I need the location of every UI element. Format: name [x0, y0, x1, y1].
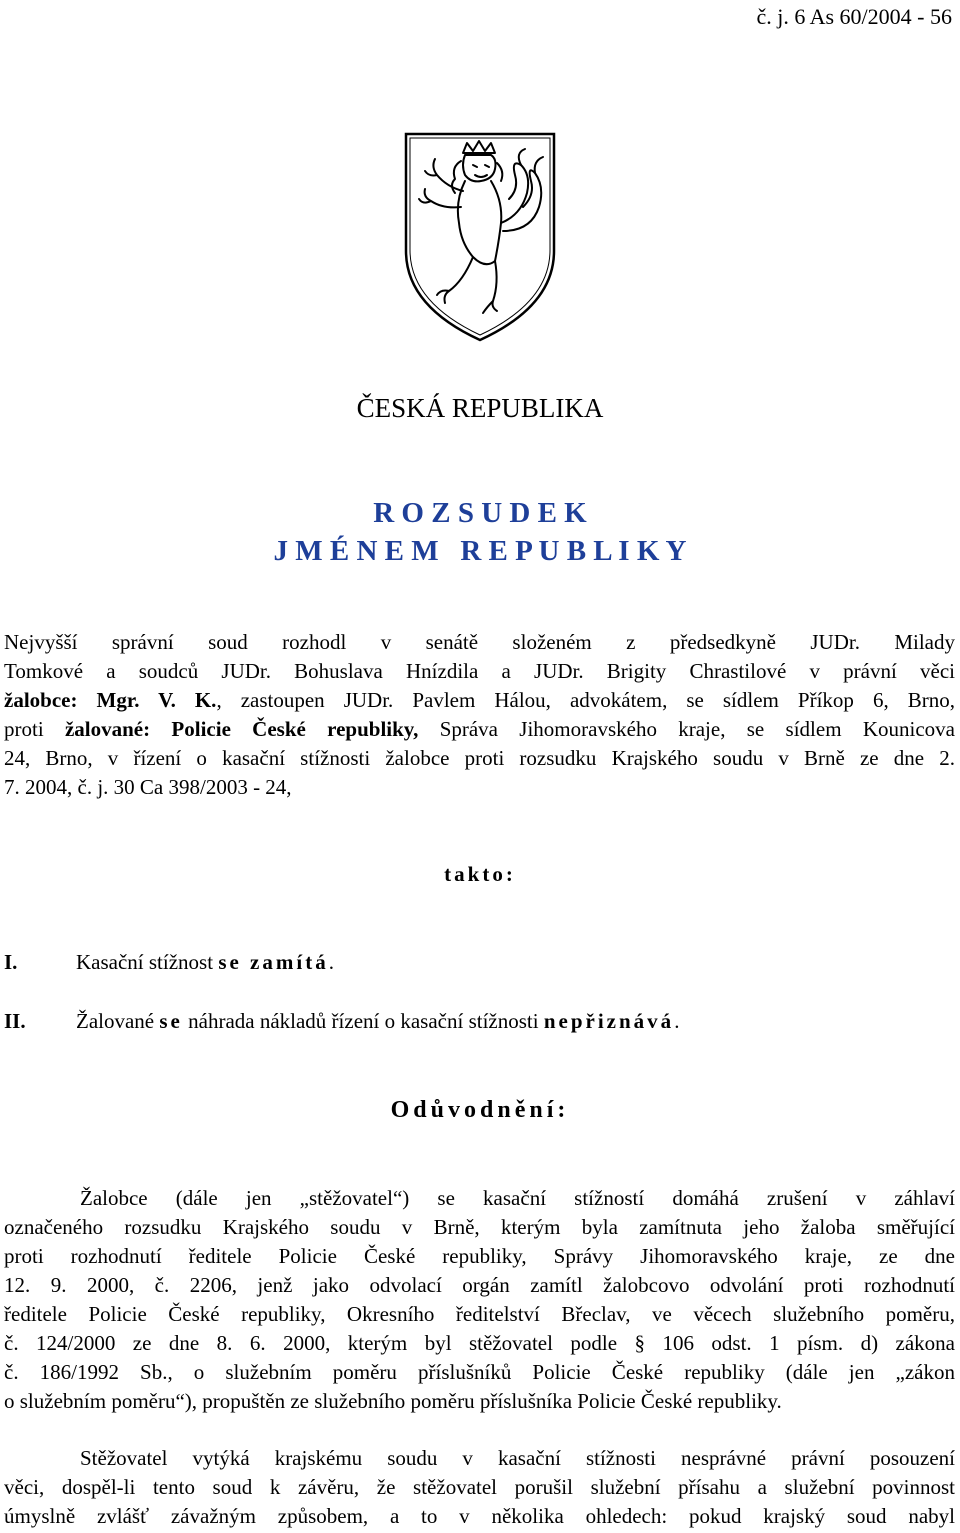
p2-line-2: věci, dospěl-li tento soud k závěru, že stěžovatel porušil služební přísahu a služební povinnost: [4, 1475, 955, 1499]
defendant-rest: Správa Jihomoravského kraje, se sídlem Kounicova: [418, 717, 955, 741]
verdict-end: .: [674, 1009, 680, 1033]
judgment-title: R O Z S U D E K: [373, 497, 587, 529]
intro-line-1: Nejvyšší správní soud rozhodl v senátě složeném z předsedkyně JUDr. Milady: [4, 630, 955, 654]
intro-line-2: Tomkové a soudců JUDr. Bohuslava Hnízdila a JUDr. Brigity Chrastilové v právní věci: [4, 659, 955, 683]
p1-line-8: o služebním poměru“), propuštěn ze služebního poměru příslušníka Policie České republiky.: [4, 1389, 782, 1413]
p1-line-5: ředitele Policie České republiky, Okresního ředitelství Břeclav, ve věcech služebního poměru,: [4, 1302, 955, 1326]
p1-line-3: proti rozhodnutí ředitele Policie České republiky, Správy Jihomoravského kraje, ze dne: [4, 1244, 955, 1268]
intro-line-6: 7. 2004, č. j. 30 Ca 398/2003 - 24,: [4, 775, 292, 799]
plaintiff-label: žalobce: Mgr. V. K.: [4, 688, 217, 712]
verdict-item-2: [4, 1007, 679, 1036]
intro-line-5: 24, Brno, v řízení o kasační stížnosti žalobce proti rozsudku Krajského soudu v Brně ze dne 2.: [4, 746, 955, 770]
defendant-label: žalované: Policie České republiky,: [64, 717, 419, 741]
p2-line-1: Stěžovatel vytýká krajskému soudu v kasační stížnosti nesprávné právní posouzení: [80, 1446, 955, 1470]
verdict-emphasis: se zamítá: [218, 950, 329, 974]
verdict-emphasis: se: [159, 1009, 183, 1033]
reasoning-heading: Odůvodnění:: [390, 1097, 570, 1123]
intro-line-4: [4, 715, 955, 744]
case-number: č. j. 6 As 60/2004 - 56: [756, 4, 952, 29]
p2-line-3: úmyslně zvlášť závažným způsobem, a to v několika ohledech: pokud krajský soud nabyl: [4, 1504, 955, 1528]
verdict-text-mid: náhrada nákladů řízení o kasační stížnosti: [182, 1009, 544, 1033]
verdict-heading: takto:: [444, 862, 516, 886]
intro-line-3: [4, 686, 955, 715]
p1-line-1: Žalobce (dále jen „stěžovatel“) se kasační stížností domáhá zrušení v záhlaví: [80, 1186, 955, 1210]
verdict-text: Žalované: [76, 1009, 160, 1033]
verdict-end: .: [328, 950, 334, 974]
verdict-text: Kasační stížnost: [76, 950, 219, 974]
defendant-pre: proti: [4, 717, 65, 741]
p1-line-4: 12. 9. 2000, č. 2206, jenž jako odvolací orgán zamítl žalobcovo odvolání proti rozhodnutí: [4, 1273, 955, 1297]
plaintiff-rest: , zastoupen JUDr. Pavlem Hálou, advokátem, se sídlem Příkop 6, Brno,: [216, 688, 955, 712]
p1-line-7: č. 186/1992 Sb., o služebním poměru příslušníků Policie České republiky (dále jen „zákon: [4, 1360, 955, 1384]
p1-line-6: č. 124/2000 ze dne 8. 6. 2000, kterým byl stěžovatel podle § 106 odst. 1 písm. d) zákona: [4, 1331, 955, 1355]
judgment-subtitle: J M É N E M R E P U B L I K Y: [273, 535, 687, 567]
state-name: ČESKÁ REPUBLIKA: [356, 393, 604, 423]
verdict-item-1: [4, 948, 334, 977]
verdict-number: I.: [4, 950, 18, 974]
p1-line-2: označeného rozsudku Krajského soudu v Brně, kterým byla zamítnuta jeho žaloba směřující: [4, 1215, 955, 1239]
verdict-number: II.: [4, 1009, 26, 1033]
coat-of-arms-icon: [403, 131, 557, 343]
verdict-emphasis-2: nepřiznává: [543, 1009, 675, 1033]
